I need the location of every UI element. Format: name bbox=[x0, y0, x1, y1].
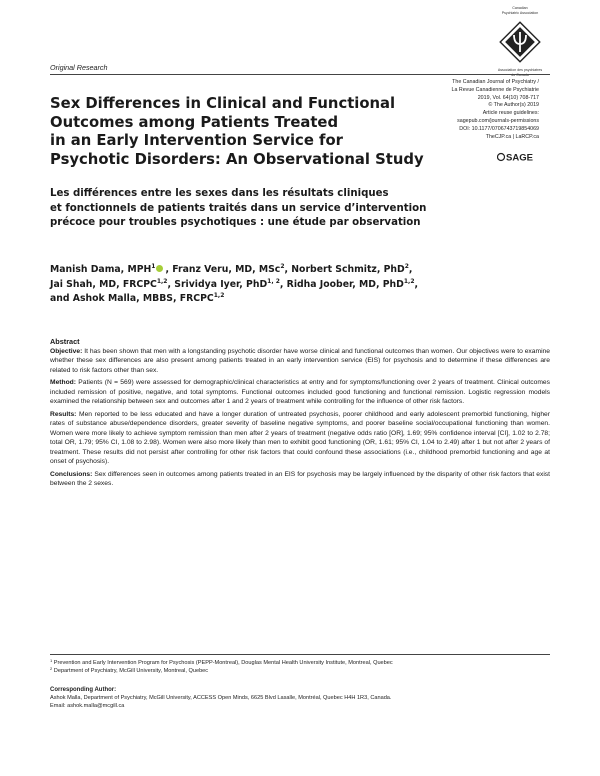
corresponding-heading: Corresponding Author: bbox=[50, 687, 117, 693]
subtitle-line: et fonctionnels de patients traités dans un service d’intervention bbox=[50, 202, 427, 214]
abstract-objective bbox=[50, 347, 550, 376]
author-separator: , bbox=[414, 278, 419, 290]
journal-volume: 2019, Vol. 64(10) 708-717 bbox=[477, 94, 539, 101]
author-name: Franz Veru, MD, MSc bbox=[172, 264, 281, 275]
sage-logo-text: SAGE bbox=[506, 152, 533, 162]
author-line bbox=[50, 263, 470, 278]
footnote-number: 2 bbox=[50, 666, 53, 672]
corresponding-email[interactable]: Email: ashok.malla@mcgill.ca bbox=[50, 703, 125, 710]
results-text: Men reported to be less educated and have a longer duration of untreated psychosis, poorer childhood and early adolescent premorbid functioning, higher rates of substance abuse/dependence disorders, greater severity of baseline negative symptoms, and poorer baseline social/occupational functioning than women. Women were more likely to achieve symptom remission than men after 2 years of treatment (negative odds ratio [OR], 1.69; 95% confidence interval [CI], 1.02 to 2.78; total OR, 1.79; 95% CI, 1.08 to 2.98). Women were also more likely than men to exhibit good functioning (OR, 1.61; 95% CI, 1.04 to 2.49) after 1 but not after 2 years of treatment. These results did not persist after controlling for other risk factors that could confound these associations (i.e., childhood premorbid functioning and age at onset of psychosis). bbox=[50, 410, 551, 465]
footnote-number: 1 bbox=[50, 658, 53, 663]
logo-top-line: Canadian bbox=[512, 6, 528, 10]
author-name: Manish Dama, MPH bbox=[50, 264, 152, 275]
author-line bbox=[50, 278, 470, 293]
method-label: Method: bbox=[50, 379, 76, 386]
author-affiliation: 2 bbox=[404, 263, 409, 270]
title-line: Psychotic Disorders: An Observational Study bbox=[50, 150, 424, 168]
author-affiliation: 1,2 bbox=[213, 292, 225, 300]
copyright: © The Author(s) 2019 bbox=[488, 102, 539, 109]
journal-info bbox=[415, 79, 539, 141]
author-separator: , bbox=[408, 264, 413, 275]
doi-link[interactable]: DOI: 10.1177/0706743719854069 bbox=[459, 125, 539, 132]
objective-text: It has been shown that men with a longstanding psychotic disorder have worse clinical and functional outcomes than women. Our objectives were to examine whether these sex differences are also present among patients treated in an early intervention service (EIS) for psychosis and to determine if these differences are related to risk factors other than sex. bbox=[50, 347, 550, 374]
french-title bbox=[50, 187, 427, 231]
logo-top-line: Psychiatric Association bbox=[501, 10, 539, 15]
article-title bbox=[50, 95, 424, 169]
logo-bottom-line: du Canada bbox=[511, 72, 529, 77]
section-label: Original Research bbox=[50, 63, 108, 72]
method-text: Patients (N = 569) were assessed for demographic/clinical characteristics at entry and for symptoms/functioning over 2 years of treatment. Clinical outcomes included remission of positive, negative, and total symptoms. Functional outcomes included good functioning and functional remission. Logistic regression models examined the relationship between sex and outcomes after 1 and 2 years of treatment while controlling for the influence of other risk factors. bbox=[50, 379, 550, 405]
journal-name-en: The Canadian Journal of Psychiatry / bbox=[452, 79, 539, 85]
author-affiliation: 1 bbox=[151, 263, 156, 270]
author-name: Jai Shah, MD, FRCPC bbox=[50, 278, 157, 290]
title-line: Sex Differences in Clinical and Functional bbox=[50, 95, 396, 112]
author-separator: , bbox=[165, 264, 173, 275]
abstract-method bbox=[50, 378, 550, 407]
author-name: Srividya Iyer, PhD bbox=[174, 278, 268, 290]
footnote bbox=[50, 667, 550, 675]
abstract bbox=[50, 337, 550, 492]
results-label: Results: bbox=[50, 410, 77, 418]
logo-bottom-line: Association des psychiatres bbox=[497, 68, 543, 72]
logo-top-text bbox=[470, 6, 570, 15]
journal-name-fr: La Revue Canadienne de Psychiatrie bbox=[451, 86, 539, 93]
author-affiliation: 1, 2 bbox=[267, 277, 280, 285]
author-separator: , bbox=[279, 278, 287, 290]
journal-website-link[interactable]: TheCJP.ca | LaRCP.ca bbox=[485, 133, 539, 140]
footnote-rule bbox=[50, 654, 550, 655]
reuse-label: Article reuse guidelines: bbox=[482, 110, 539, 117]
header-rule bbox=[50, 74, 550, 75]
abstract-conclusions bbox=[50, 470, 550, 489]
author-name: and Ashok Malla, MBBS, FRCPC bbox=[50, 293, 214, 305]
author-separator: , bbox=[167, 278, 175, 290]
subtitle-line: précoce pour troubles psychotiques : une étude par observation bbox=[50, 217, 421, 228]
author-affiliation: 1,2 bbox=[403, 277, 415, 285]
footnote-text: Department of Psychiatry, McGill University, Montreal, Quebec bbox=[53, 668, 209, 675]
corresponding-author bbox=[50, 686, 550, 711]
psychiatric-association-logo-icon bbox=[495, 17, 545, 67]
orcid-icon[interactable] bbox=[156, 265, 163, 272]
abstract-heading: Abstract bbox=[50, 337, 80, 346]
footnote-text: Prevention and Early Intervention Program for Psychosis (PEPP-Montreal), Douglas Mental Health University Institute, Montreal, Quebec bbox=[53, 660, 393, 666]
abstract-results bbox=[50, 410, 550, 467]
author-affiliation: 2 bbox=[280, 263, 285, 270]
affiliation-footnotes bbox=[50, 659, 550, 675]
footnote bbox=[50, 659, 550, 667]
sage-logo-icon bbox=[498, 154, 505, 161]
subtitle-line: Les différences entre les sexes dans les résultats cliniques bbox=[50, 188, 389, 199]
conclusions-text: Sex differences seen in outcomes among patients treated in an EIS for psychosis may be largely influenced by the disparity of other risk factors that exist between the 2 sexes. bbox=[50, 470, 551, 487]
author-name: Ridha Joober, MD, PhD bbox=[286, 278, 404, 290]
objective-label: Objective: bbox=[50, 347, 83, 355]
author-line bbox=[50, 292, 470, 307]
permissions-link[interactable]: sagepub.com/journals-permissions bbox=[457, 117, 539, 124]
title-line: in an Early Intervention Service for bbox=[50, 132, 343, 149]
title-line: Outcomes among Patients Treated bbox=[50, 113, 339, 131]
author-list bbox=[50, 263, 470, 307]
author-affiliation: 1,2 bbox=[156, 277, 168, 285]
logo-bottom-text bbox=[470, 68, 570, 77]
corresponding-address: Ashok Malla, Department of Psychiatry, McGill University, ACCESS Open Minds, 6625 Blvd Lasalle, Montréal, Quebec H4H 1R3, Canada. bbox=[50, 695, 392, 702]
conclusions-label: Conclusions: bbox=[50, 470, 93, 478]
author-separator: , bbox=[284, 264, 292, 275]
sage-logo bbox=[497, 152, 539, 162]
author-name: Norbert Schmitz, PhD bbox=[291, 264, 405, 275]
